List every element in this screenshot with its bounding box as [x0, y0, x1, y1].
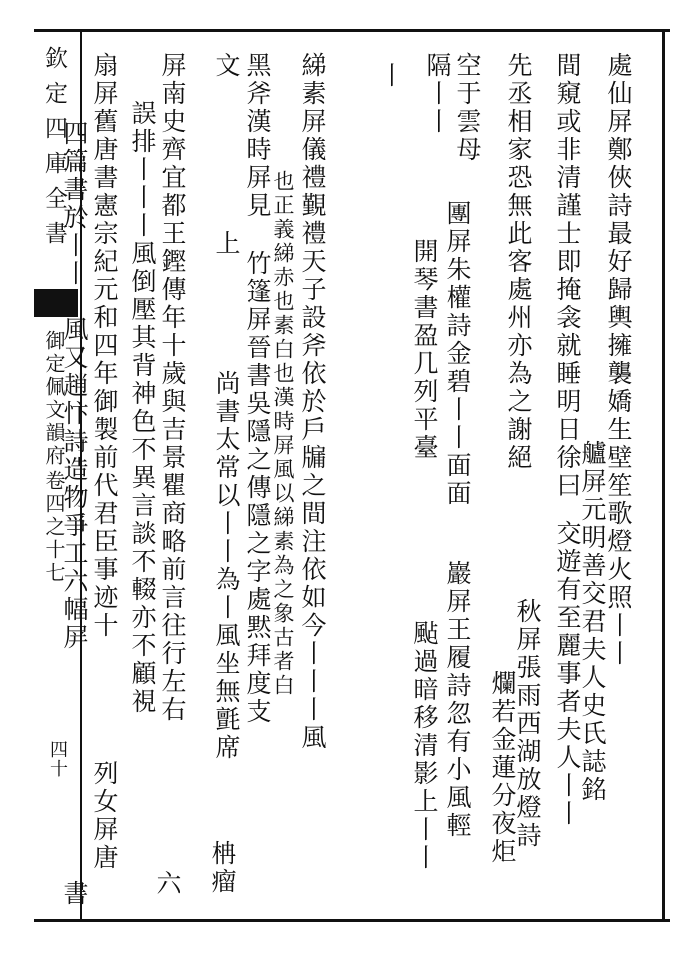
text-column-11a: 黑斧漢時屏見 — [243, 52, 272, 220]
text-column-18: 六 — [153, 870, 182, 898]
text-column-12: 也正義綈赤也素白也漢時屏風以綈素為之象古者白 — [271, 170, 295, 698]
text-column-4a: 空于雲母 — [453, 52, 482, 164]
text-column-15: 柟瘤 — [208, 840, 237, 896]
juan-number: 卷四之十七 — [42, 470, 66, 585]
page-number: 四十 — [47, 740, 68, 778]
text-column-7a: 秋屏張雨西湖放燈詩 — [513, 598, 542, 850]
text-column-13a: 竹篷屏晉書吳隱之傳隱之字處黙拜度支 — [243, 250, 272, 726]
text-column-14: 尚書太常以丨丨為丨風坐無氈席 — [212, 370, 241, 762]
text-column-9: 丨 — [376, 62, 405, 90]
text-column-20: 四篇書於丨丨丨風又趙忭詩造物爭工六幅屏 — [60, 120, 89, 652]
text-column-13b: 上 — [212, 230, 241, 258]
text-column-22: 書 — [60, 880, 89, 908]
text-column-16: 屏南史齊宜都王鏗傳年十歲與吉景瞿商略前言往行左右 — [158, 52, 187, 724]
right-border-line — [662, 29, 665, 922]
book-title: 御定佩文韻府 — [42, 330, 66, 468]
text-column-6b: 颭過暗移清影上丨丨 — [410, 620, 439, 872]
text-column-2: 間窺或非清謹士即掩衾就睡明日徐曰 — [553, 52, 582, 500]
text-column-17: 誤排丨丨丨風倒壓其背神色不異言談不輟亦不顧視 — [128, 100, 157, 716]
text-column-3: 先丞相家恐無此客處州亦為之謝絕 — [504, 52, 533, 472]
text-column-4b: 隔丨丨 — [423, 52, 452, 136]
text-column-11b: 文 — [212, 52, 241, 80]
text-column-7b: 爛若金蓮分夜炬 — [488, 670, 517, 866]
text-column-8b: 交遊有至麗事者夫人丨丨 — [553, 520, 582, 828]
text-column-5a: 團屏朱權詩金碧丨丨面面 — [443, 200, 472, 508]
text-column-10: 綈素屏儀禮覲禮天子設斧依於戶牖之間注依如今丨丨丨風 — [298, 52, 327, 752]
collection-title: 欽定四庫全書 — [41, 46, 67, 256]
top-border-line — [34, 29, 670, 32]
text-column-19: 扇屏舊唐書憲宗紀元和四年御製前代君臣事迹十 — [90, 52, 119, 640]
bottom-border-line — [34, 919, 670, 922]
text-column-5b: 開琴書盈几列平臺 — [410, 238, 439, 462]
text-column-6a: 巖屏王履詩忽有小風輕 — [443, 560, 472, 840]
text-column-8a: 艫屏元明善交君夫人史氏誌銘 — [578, 440, 607, 804]
text-column-21: 列女屏唐 — [90, 760, 119, 872]
text-column-1: 處仙屏鄭俠詩最好歸輿擁襲嬌生壁笙歌燈火照丨丨 — [604, 52, 633, 668]
